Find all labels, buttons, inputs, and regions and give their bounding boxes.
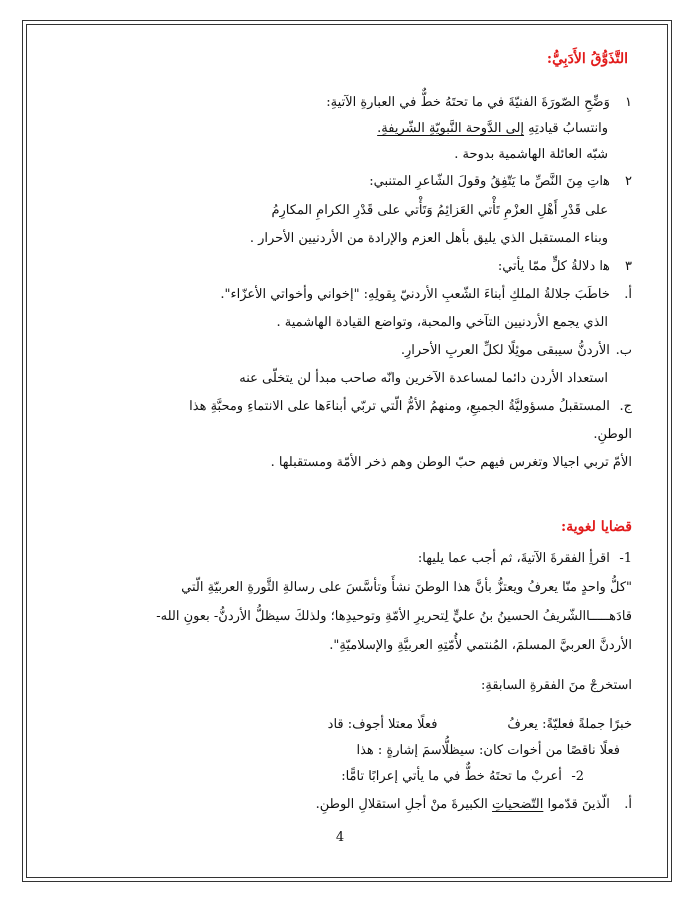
passage-line: الأردنَّ العربيَّ المسلمَ، المُنتمي لأُمّتِهِ العربيَّةِ والإسلاميّةِ".: [329, 638, 632, 653]
question-1: [40, 550, 632, 568]
item-text: الّذينَ قدّموا: [543, 797, 610, 812]
item-label: أ.: [624, 797, 632, 812]
answer-text: الذي يجمع الأردنيين التآخي والمحبة، وتواضع القيادة الهاشمية .: [276, 315, 608, 330]
item-c: [40, 398, 632, 416]
item-a: [40, 796, 632, 814]
item-label: ب.: [615, 343, 632, 358]
poem-verse: على قَدْرِ أَهْلِ العزْمِ تَأْتي العَزائِمُ وَتَأْتي على قَدْرِ الكرامِ المكارِمُ: [271, 203, 608, 218]
question-prompt: أعربْ ما تحتَهُ خطٌّ في ما يأتي إعرابًا تامًّا:: [341, 769, 562, 784]
passage-line: قادَهـــــاالشّريفُ الحسينُ بنُ عليٍّ لِتحريرِ الأمّةِ وتوحيدِها؛ ولذلكَ سيظلُّ الأردنُّ- بعونِ الله-: [156, 609, 632, 624]
quoted-sentence: [40, 120, 608, 138]
item-b: [40, 342, 632, 360]
answer-text: فعلًا معتلا أجوف: قاد: [327, 717, 438, 732]
question-number: 1-: [619, 551, 632, 566]
answer-text: فعلًا ناقصًا من أخوات كان: سيظلُّاسمَ إشارةٍ : هذا: [356, 743, 620, 758]
answer-text: الأمّ تربي اجيالا وتغرس فيهم حبّ الوطن وهم ذخر الأمّة ومستقبلها .: [270, 455, 632, 470]
question-1: [40, 94, 632, 112]
item-text: خاطَبَ جلالةُ الملكِ أبناءَ الشّعبِ الأردنيّ بِقولِهِ: "إخواني وأخواتي الأعزّاء".: [220, 287, 610, 302]
item-text: الأردنُّ سيبقى موئِلًا لكلِّ العربِ الأحرارِ.: [400, 343, 610, 358]
extract-answers-row: [40, 716, 632, 734]
question-number: ١: [625, 95, 632, 110]
item-text: المستقبلُ مسؤوليَّةُ الجميعِ، ومنهمُ الأمُّ الّتي تربّي أبناءَها على الانتماءِ ومحبَّةِ هذا: [189, 399, 610, 414]
underlined-word: التّضحياتِ: [492, 797, 544, 812]
question-number: 2-: [571, 769, 584, 784]
answer-text: استعداد الأردن دائما لمساعدة الآخرين وانّه صاحب مبدأ لن يتخلّى عنه: [239, 371, 608, 386]
answer-text: وبناء المستقبل الذي يليق بأهل العزم والإرادة من الأردنيين الأحرار .: [249, 231, 608, 246]
document-content: [40, 40, 640, 845]
question-3: [40, 258, 632, 276]
item-label: أ.: [624, 287, 632, 302]
answer-text: خبرًا جملةً فعليّةً: يعرفُ: [507, 717, 632, 732]
section-heading-language-issues: قضايا لغوية:: [561, 519, 632, 535]
page-number: 4: [335, 830, 345, 845]
question-prompt: ﮬاتِ مِنَ النَّصِّ ما يَتّفِقُ وقولَ الشّاعرِ المتنبي:: [369, 174, 610, 189]
section-heading-literary-appreciation: التَّذَوُّقُ الأَدَبِيُّ:: [546, 51, 628, 67]
question-prompt: اقرأِ الفقرةَ الآتيةَ، ثم أجب عما يليها:: [417, 551, 610, 566]
underlined-phrase: إلى الدَّوحة النَّبويّةِ الشّريفةِ.: [377, 121, 525, 136]
item-label: ج.: [619, 399, 632, 414]
question-2: [40, 768, 584, 786]
item-a: [40, 286, 632, 304]
question-prompt: وَضِّحِ الصّورَةَ الفنيّةَ في ما تحتَهُ خطٌّ في العبارةِ الآتيةِ:: [326, 95, 610, 110]
passage-line: "كلُّ واحدٍ منّا يعرفُ ويعتزُّ بأنَّ هذا الوطنَ نشأَ وتأسَّسَ على رسالةِ الثَّورةِ العربيّةِ الّتي: [181, 580, 632, 595]
question-2: [40, 173, 632, 191]
sentence-text: وانتسابُ قيادتِهِ: [524, 121, 608, 136]
extract-prompt: استخرجْ منَ الفقرةِ السابقةِ:: [480, 678, 632, 693]
question-number: ٢: [625, 174, 632, 189]
question-number: ٣: [625, 259, 632, 274]
question-prompt: ﮬا دلالةُ كلٍّ ممّا يأتي:: [497, 259, 610, 274]
item-text-continued: الوطنِ.: [593, 427, 632, 442]
item-text: الكبيرةَ منْ أجلِ استقلالِ الوطنِ.: [315, 797, 493, 812]
answer-text: شبّه العائلة الهاشمية بدوحة .: [454, 147, 608, 162]
